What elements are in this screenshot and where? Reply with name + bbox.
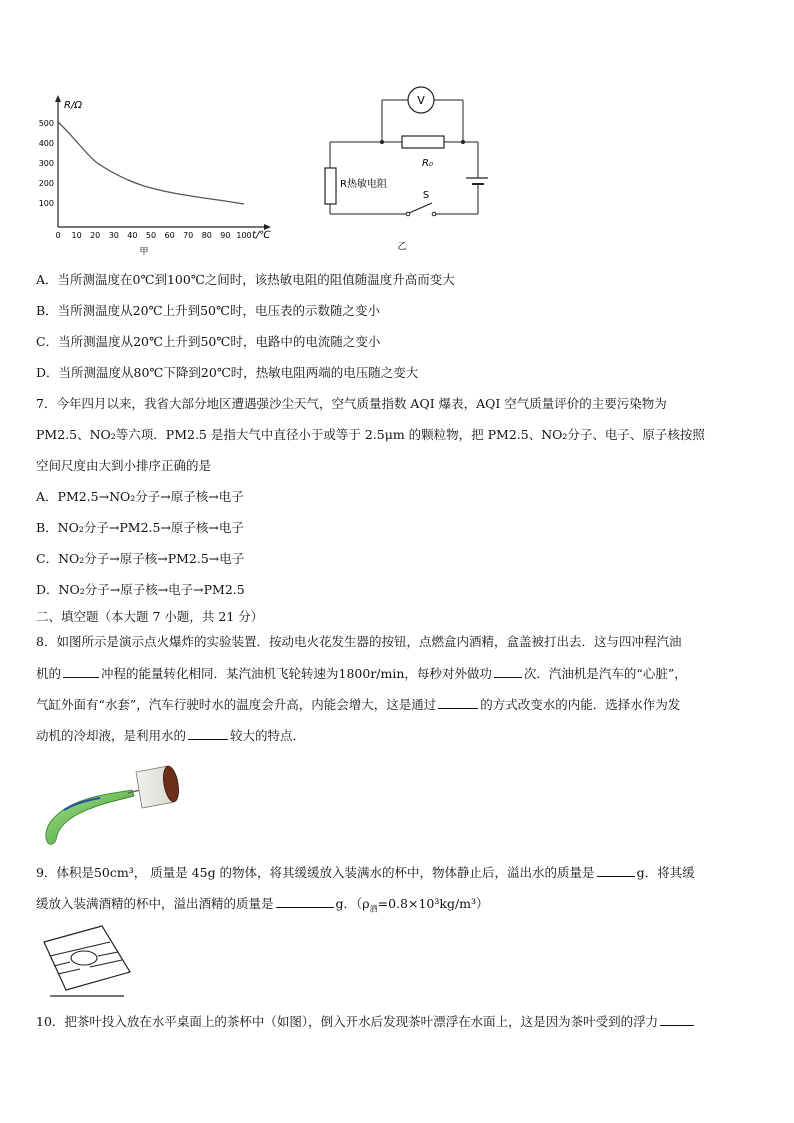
resistance-curve [58,122,244,204]
circuit-caption: 乙 [397,242,407,252]
q6-option-a: A．当所测温度在0℃到100℃之间时，该热敏电阻的阻值随温度升高而变大 [36,272,455,287]
q8-blank-1[interactable] [63,665,99,678]
q10-stem-line1: 10．把茶叶投入放在水平桌面上的茶杯中（如图），倒入开水后发现茶叶漂浮在水面上，这是因为茶叶受到的浮力 [36,1013,696,1030]
voltmeter-label: V [417,94,425,107]
q7-stem-line2: PM2.5、NO₂等六项．PM2.5 是指大气中直径小于或等于 2.5μm 的颗粒物，把 PM2.5、NO₂分子、电子、原子核按照 [36,427,705,442]
x-tick-label: 90 [220,231,231,240]
r0-label: R₀ [422,158,433,169]
x-tick-label: 30 [108,231,119,240]
r0-resistor [402,136,444,148]
ignition-device-figure [40,760,190,850]
q8-blank-3[interactable] [438,696,478,709]
switch-symbol [409,203,432,213]
q6-option-d: D．当所测温度从80℃下降到20℃时，热敏电阻两端的电压随之变大 [36,365,419,380]
x-axis-label: t/℃ [252,230,271,241]
q8-stem-line4: 动机的冷却液，是利用水的 较大的特点． [36,728,306,743]
x-tick-label: 60 [164,231,175,240]
x-tick-label: 10 [71,231,82,240]
section-title: 二、填空题（本大题 7 小题，共 21 分） [36,609,264,624]
x-tick-label: 70 [183,231,194,240]
switch-label: S [422,190,430,201]
x-tick-label: 80 [201,231,212,240]
x-tick-label: 40 [127,231,138,240]
q6-option-b: B．当所测温度从20℃上升到50℃时，电压表的示数随之变小 [36,303,380,318]
y-axis-label: R/Ω [64,100,82,111]
q7-option-b: B．NO₂分子→PM2.5→原子核→电子 [36,520,244,535]
thermistor-graph [34,92,284,257]
q8-blank-2[interactable] [494,665,522,678]
thermistor-resistor [325,168,336,204]
y-tick-label: 100 [38,199,54,208]
q9-blank-1[interactable] [597,864,635,877]
x-tick-label: 0 [55,231,61,240]
circuit-diagram [318,86,488,256]
q7-stem-line3: 空间尺度由大到小排序正确的是 [36,458,212,473]
q7-stem-line1: 7．今年四月以来，我省大部分地区遭遇强沙尘天气，空气质量指数 AQI 爆表，AQI 空气质量评价的主要污染物为 [36,396,667,411]
q8-stem-line2: 机的 冲程的能量转化相同．某汽油机飞轮转速为1800r/min，每秒对外做功 次．汽油机是汽车的“心脏”， [36,666,687,681]
q8-stem-line1: 8．如图所示是演示点火爆炸的实验装置．按动电火花发生器的按钮，点燃盒内酒精，盒盖被打出去．这与四冲程汽油 [36,634,682,649]
tea-cup-figure [40,922,135,1000]
thermistor-label: R热敏电阻 [340,179,387,190]
q9-blank-2[interactable] [276,895,334,908]
q6-option-c: C．当所测温度从20℃上升到50℃时，电路中的电流随之变小 [36,334,381,349]
y-tick-label: 500 [38,119,54,128]
x-tick-label: 100 [236,231,252,240]
y-tick-label: 200 [38,179,54,188]
q7-option-c: C．NO₂分子→原子核→PM2.5→电子 [36,551,245,566]
y-tick-label: 300 [38,159,54,168]
q8-blank-4[interactable] [188,727,228,740]
q7-option-a: A．PM2.5→NO₂分子→原子核→电子 [36,489,244,504]
q9-stem-line2: 缓放入装满酒精的杯中，溢出酒精的质量是 g．$(\rho_酒=0.8\times 10^3kg/m^3)$ [36,896,489,914]
q9-stem-line1: 9．体积是50cm³， 质量是 45g 的物体，将其缓缓放入装满水的杯中，物体静止后，溢出水的质量是 g．将其缓 [36,865,695,880]
x-tick-label: 50 [145,231,157,240]
x-tick-label: 20 [90,231,101,240]
graph-caption: 甲 [139,247,149,257]
y-tick-label: 400 [38,139,54,148]
q8-stem-line3: 气缸外面有“水套”，汽车行驶时水的温度会升高，内能会增大，这是通过 的方式改变水的内能．选择水作为发 [36,697,681,712]
q10-blank-1[interactable] [660,1013,694,1026]
q7-option-d: D．NO₂分子→原子核→电子→PM2.5 [36,582,245,597]
